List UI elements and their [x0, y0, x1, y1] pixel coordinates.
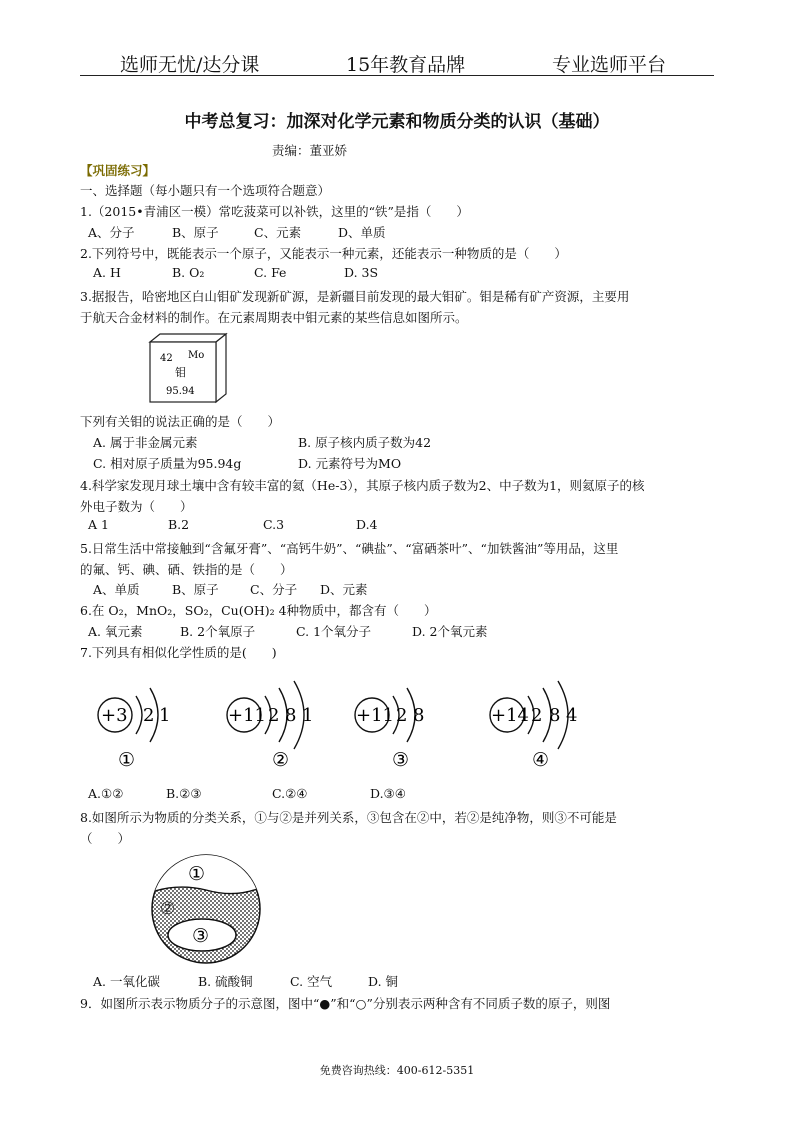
q5-stem-line2: 的氟、钙、碘、硒、铁指的是（ ）	[80, 562, 293, 577]
q3-stem-line2: 于航天合金材料的制作。在元素周期表中钼元素的某些信息如图所示。	[80, 310, 468, 325]
q5-option-b: B、原子	[172, 582, 219, 597]
editor-line: 责编：董亚娇	[272, 143, 348, 158]
q6-stem: 6.在 O₂，MnO₂，SO₂，Cu(OH)₂ 4种物质中，都含有（ ）	[80, 603, 437, 618]
q2-option-b: B. O₂	[172, 265, 205, 280]
page-title: 中考总复习：加深对化学元素和物质分类的认识（基础）	[184, 112, 610, 132]
footer-hotline: 免费咨询热线：400-612-5351	[319, 1064, 475, 1077]
element-atomic-mass: 95.94	[166, 386, 195, 397]
header-divider	[80, 75, 714, 76]
atom2-shell3: 1	[302, 705, 314, 726]
q4-option-c: C.3	[263, 517, 285, 532]
q8-option-a: A. 一氧化碳	[93, 974, 160, 989]
q5-option-c: C、分子	[250, 582, 298, 597]
atom4-label: ④	[532, 749, 550, 771]
atom4-shell3: 4	[566, 705, 578, 726]
q2-option-a: A. H	[93, 265, 121, 280]
atom1-nucleus: +3	[101, 705, 128, 726]
q3-stem-line1: 3.据报告，哈密地区白山钼矿发现新矿源，是新疆目前发现的最大钼矿。钼是稀有矿产资源，主要用	[80, 289, 630, 304]
q8-option-b: B. 硫酸铜	[198, 974, 253, 989]
q2-option-c: C. Fe	[254, 265, 287, 280]
header-left-text: 选师无忧/达分课	[120, 54, 260, 76]
q6-option-c: C. 1个氧分子	[296, 624, 372, 639]
atom-structure-diagrams	[80, 668, 640, 778]
q4-option-d: D.4	[356, 517, 378, 532]
q3-option-c: C. 相对原子质量为95.94g	[93, 456, 242, 471]
q1-option-b: B、原子	[172, 225, 219, 240]
atom4-shell1: 2	[531, 705, 543, 726]
q7-option-a: A.①②	[88, 786, 124, 801]
q1-option-c: C、元素	[254, 225, 302, 240]
q3-option-b: B. 原子核内质子数为42	[298, 435, 432, 450]
q4-option-b: B.2	[168, 517, 190, 532]
atom3-label: ③	[392, 749, 410, 771]
q1-stem: 1.（2015•青浦区一模）常吃菠菜可以补铁，这里的“铁”是指（ ）	[80, 204, 469, 219]
q5-option-a: A、单质	[93, 582, 140, 597]
q4-stem-line1: 4.科学家发现月球土壤中含有较丰富的氦（He-3），其原子核内质子数为2、中子数为1，则氦原子的核	[80, 478, 645, 493]
atom1-label: ①	[118, 749, 136, 771]
atom3-nucleus: +11	[356, 705, 394, 726]
atom2-nucleus: +11	[228, 705, 266, 726]
q6-option-a: A. 氧元素	[88, 624, 143, 639]
section-label: 【巩固练习】	[80, 163, 156, 178]
atom3-shell2: 8	[413, 705, 425, 726]
q5-option-d: D、元素	[320, 582, 368, 597]
q9-stem: 9．如图所示表示物质分子的示意图，图中“●”和“○”分别表示两种含有不同质子数的原子，则图	[80, 996, 611, 1011]
atom2-shell1: 2	[268, 705, 280, 726]
q3-option-d: D. 元素符号为MO	[298, 456, 402, 471]
q3-question: 下列有关钼的说法正确的是（ ）	[80, 414, 281, 429]
diagram-label-2: ②	[160, 899, 176, 919]
q3-option-a: A. 属于非金属元素	[93, 435, 198, 450]
q8-option-c: C. 空气	[290, 974, 333, 989]
atom2-shell2: 8	[285, 705, 297, 726]
q4-stem-line2: 外电子数为（ ）	[80, 499, 193, 514]
q6-option-b: B. 2个氧原子	[180, 624, 256, 639]
diagram-label-3: ③	[192, 925, 210, 947]
element-tile-molybdenum	[148, 332, 230, 404]
q1-option-a: A、分子	[88, 225, 135, 240]
diagram-label-1: ①	[188, 863, 206, 885]
atom3-shell1: 2	[396, 705, 408, 726]
atom4-shell2: 8	[549, 705, 561, 726]
element-atomic-number: 42	[160, 353, 173, 364]
q1-option-d: D、单质	[338, 225, 386, 240]
header-right-text: 专业选师平台	[552, 54, 667, 76]
q7-stem: 7.下列具有相似化学性质的是( )	[80, 645, 277, 660]
q4-option-a: A 1	[88, 517, 109, 532]
q5-stem-line1: 5.日常生活中常接触到“含氟牙膏”、“高钙牛奶”、“碘盐”、“富硒茶叶”、“加铁酱油”等用品，这里	[80, 541, 619, 556]
q7-option-b: B.②③	[166, 786, 202, 801]
q7-option-c: C.②④	[272, 786, 308, 801]
q7-option-d: D.③④	[370, 786, 406, 801]
q8-stem-line2: （ ）	[80, 831, 131, 846]
part-heading: 一、选择题（每小题只有一个选项符合题意）	[80, 183, 331, 198]
q8-option-d: D. 铜	[368, 974, 399, 989]
q2-stem: 2.下列符号中，既能表示一个原子，又能表示一种元素，还能表示一种物质的是（ ）	[80, 246, 567, 261]
atom4-nucleus: +14	[491, 705, 529, 726]
classification-diagram	[142, 852, 272, 968]
q2-option-d: D. 3S	[344, 265, 379, 280]
q6-option-d: D. 2个氧元素	[412, 624, 488, 639]
q8-stem-line1: 8.如图所示为物质的分类关系，①与②是并列关系，③包含在②中，若②是纯净物，则③不可能是	[80, 810, 617, 825]
element-name: 钼	[175, 366, 186, 379]
atom2-label: ②	[272, 749, 290, 771]
header-center-text: 15年教育品牌	[346, 54, 466, 76]
element-symbol: Mo	[188, 350, 205, 361]
atom1-shell1: 2	[143, 705, 155, 726]
atom1-shell2: 1	[159, 705, 171, 726]
